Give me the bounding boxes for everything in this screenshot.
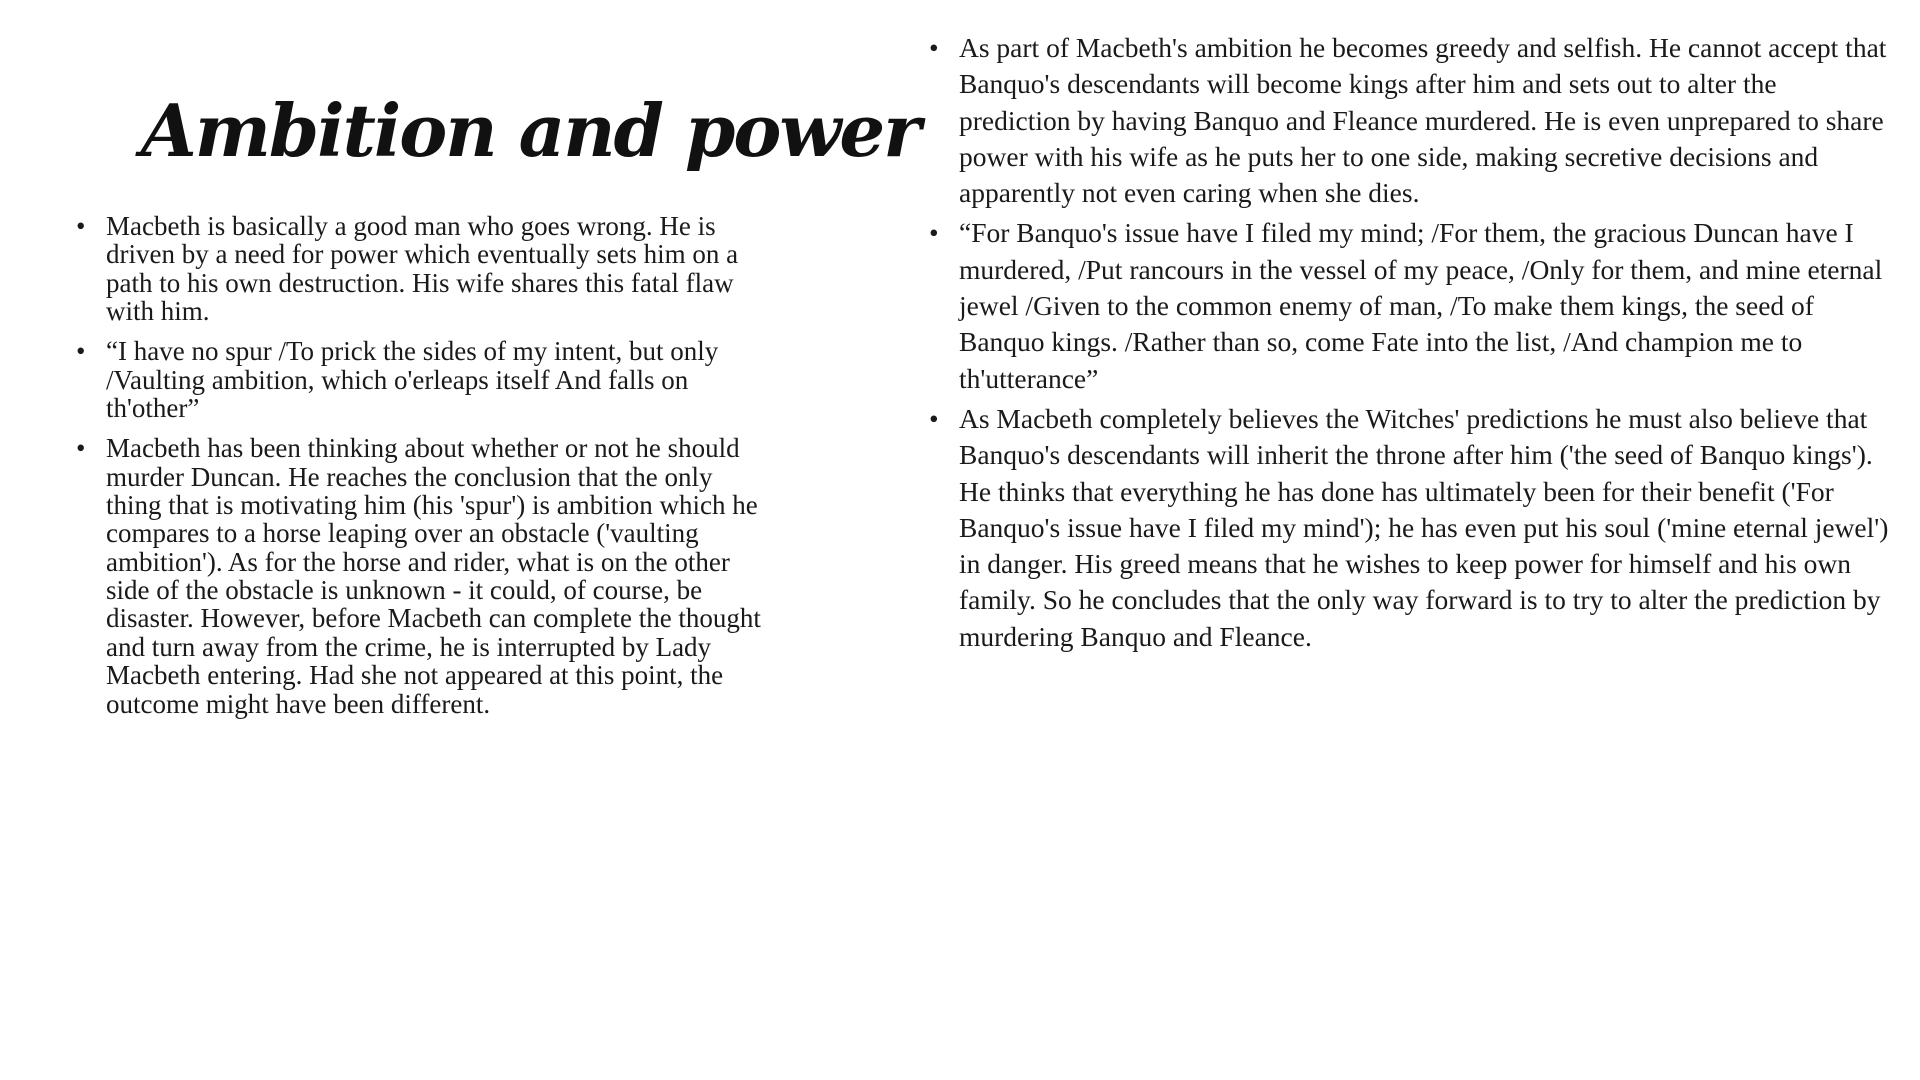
bullet-item <box>72 212 772 325</box>
bullet-marker: • <box>929 402 939 434</box>
bullet-text: Macbeth is basically a good man who goes wrong. He is driven by a need for power which eventually sets him on a path to his own destruction. His wife shares this fatal flaw with him. <box>106 211 739 327</box>
bullet-marker: • <box>929 217 939 249</box>
bullet-marker: • <box>929 32 939 63</box>
right-column <box>925 30 1890 659</box>
bullet-marker: • <box>76 336 86 367</box>
slide-title: Ambition and power <box>140 88 920 173</box>
bullet-marker: • <box>76 211 86 241</box>
bullet-item <box>925 401 1890 655</box>
left-column <box>72 212 772 730</box>
bullet-marker: • <box>76 433 86 464</box>
bullet-text: Macbeth has been thinking about whether or not he should murder Duncan. He reaches the conclusion that the only thing that is motivating him (his 'spur') is ambition which he compares to a horse leaping over an obstacle ('vaulting ambition'). As for the horse and rider, what is on the other side of the obstacle is unknown - it could, of course, be disaster. However, before Macbeth can complete the thought and turn away from the crime, he is interrupted by Lady Macbeth entering. Had she not appeared at this point, the outcome might have been different. <box>106 433 761 719</box>
bullet-text: “I have no spur /To prick the sides of my intent, but only /Vaulting ambition, which o'erleaps itself And falls on th'other” <box>106 336 719 424</box>
bullet-item <box>925 215 1890 396</box>
bullet-text: As part of Macbeth's ambition he becomes greedy and selfish. He cannot accept that Banquo's descendants will become kings after him and sets out to alter the prediction by having Banquo and Fleance murdered. He is even unprepared to share power with his wife as he puts her to one side, making secretive decisions and apparently not even caring when she dies. <box>959 32 1887 209</box>
bullet-item <box>72 337 772 422</box>
bullet-text: “For Banquo's issue have I filed my mind; /For them, the gracious Duncan have I murdered, /Put rancours in the vessel of my peace, /Only for them, and mine eternal jewel /Given to the common enemy of man, /To make them kings, the seed of Banquo kings. /Rather than so, come Fate into the list, /And champion me to th'utterance” <box>959 217 1883 394</box>
bullet-item <box>72 434 772 717</box>
bullet-text: As Macbeth completely believes the Witches' predictions he must also believe that Banquo's descendants will inherit the throne after him ('the seed of Banquo kings'). He thinks that everything he has done has ultimately been for their benefit ('For Banquo's issue have I filed my mind'); he has even put his soul ('mine eternal jewel') in danger. His greed means that he wishes to keep power for himself and his own family. So he concludes that the only way forward is to try to alter the prediction by murdering Banquo and Fleance. <box>959 402 1889 652</box>
bullet-item <box>925 30 1890 211</box>
